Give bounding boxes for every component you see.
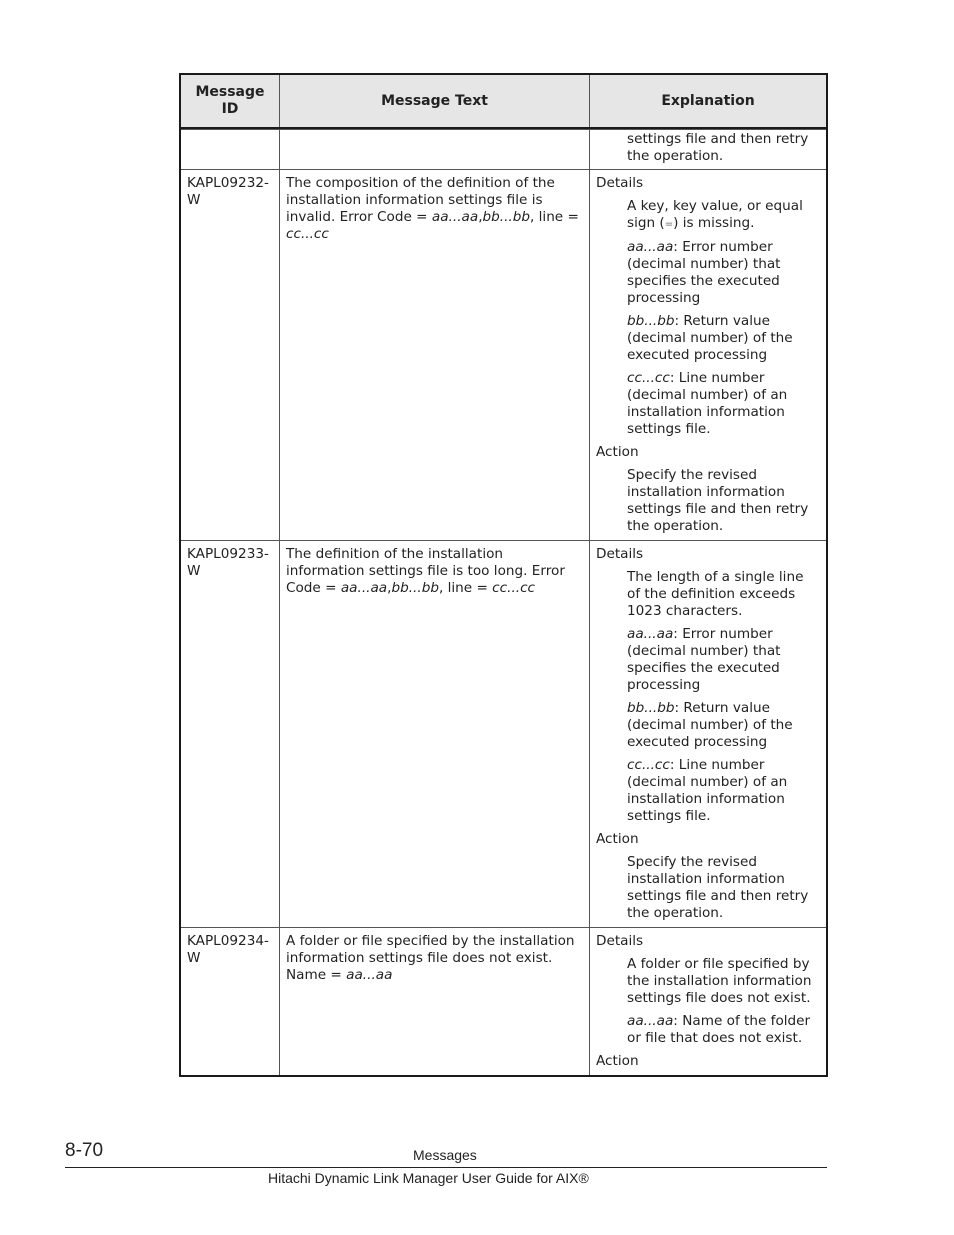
- messages-table: [179, 73, 828, 1077]
- detail-cc: cc...cc: Line number (decimal number) of an installation information settings file.: [627, 370, 788, 437]
- detail-main: The length of a single line of the definition exceeds 1023 characters.: [627, 569, 804, 619]
- header-message-text: Message Text: [280, 75, 590, 127]
- table-row: [181, 169, 826, 540]
- footer-section: Messages: [413, 1147, 477, 1163]
- message-text: The composition of the definition of the installation information settings file is invalid. Error Code = aa...aa,bb...bb, line = cc...cc: [280, 170, 590, 540]
- action-text: Specify the revised installation information settings file and then retry the operation.: [627, 854, 809, 921]
- message-id: KAPL09233-W: [181, 541, 280, 927]
- continued-line-1: settings file and then retry: [627, 131, 809, 147]
- details-label: Details: [596, 175, 644, 191]
- message-text: A folder or file specified by the installation information settings file does not exist. Name = aa...aa: [280, 928, 590, 1075]
- detail-bb: bb...bb: Return value (decimal number) of the executed processing: [627, 313, 793, 363]
- detail-cc: cc...cc: Line number (decimal number) of an installation information settings file.: [627, 757, 788, 824]
- continued-line-2: the operation.: [627, 148, 724, 164]
- detail-aa: aa...aa: Error number (decimal number) that specifies the executed processing: [627, 239, 781, 306]
- footer-divider: [65, 1167, 827, 1168]
- detail-aa: aa...aa: Name of the folder or file that does not exist.: [627, 1013, 811, 1046]
- page-number: 8-70: [65, 1140, 104, 1161]
- details-label: Details: [596, 546, 644, 562]
- footer-title: Hitachi Dynamic Link Manager User Guide for AIX®: [268, 1170, 589, 1186]
- action-label: Action: [596, 831, 639, 847]
- explanation: [590, 170, 826, 540]
- header-explanation: Explanation: [661, 92, 755, 109]
- details-label: Details: [596, 933, 644, 949]
- action-text: Specify the revised installation information settings file and then retry the operation.: [627, 467, 809, 534]
- detail-main: A key, key value, or equal sign (=) is missing.: [627, 198, 803, 231]
- table-row: [181, 927, 826, 1075]
- message-id: KAPL09232-W: [181, 170, 280, 540]
- explanation: [590, 928, 826, 1075]
- action-label: Action: [596, 444, 639, 460]
- explanation: [590, 541, 826, 927]
- detail-aa: aa...aa: Error number (decimal number) that specifies the executed processing: [627, 626, 781, 693]
- action-label: Action: [596, 1053, 639, 1069]
- table-header: [181, 75, 826, 129]
- table-row: [181, 540, 826, 927]
- table-row-continued: [181, 129, 826, 169]
- message-text: The definition of the installation information settings file is too long. Error Code = aa...aa,bb...bb, line = cc...cc: [280, 541, 590, 927]
- message-id: KAPL09234-W: [181, 928, 280, 1075]
- detail-main: A folder or file specified by the installation information settings file does not exist.: [627, 956, 812, 1006]
- detail-bb: bb...bb: Return value (decimal number) of the executed processing: [627, 700, 793, 750]
- header-message-id: Message ID: [181, 75, 280, 127]
